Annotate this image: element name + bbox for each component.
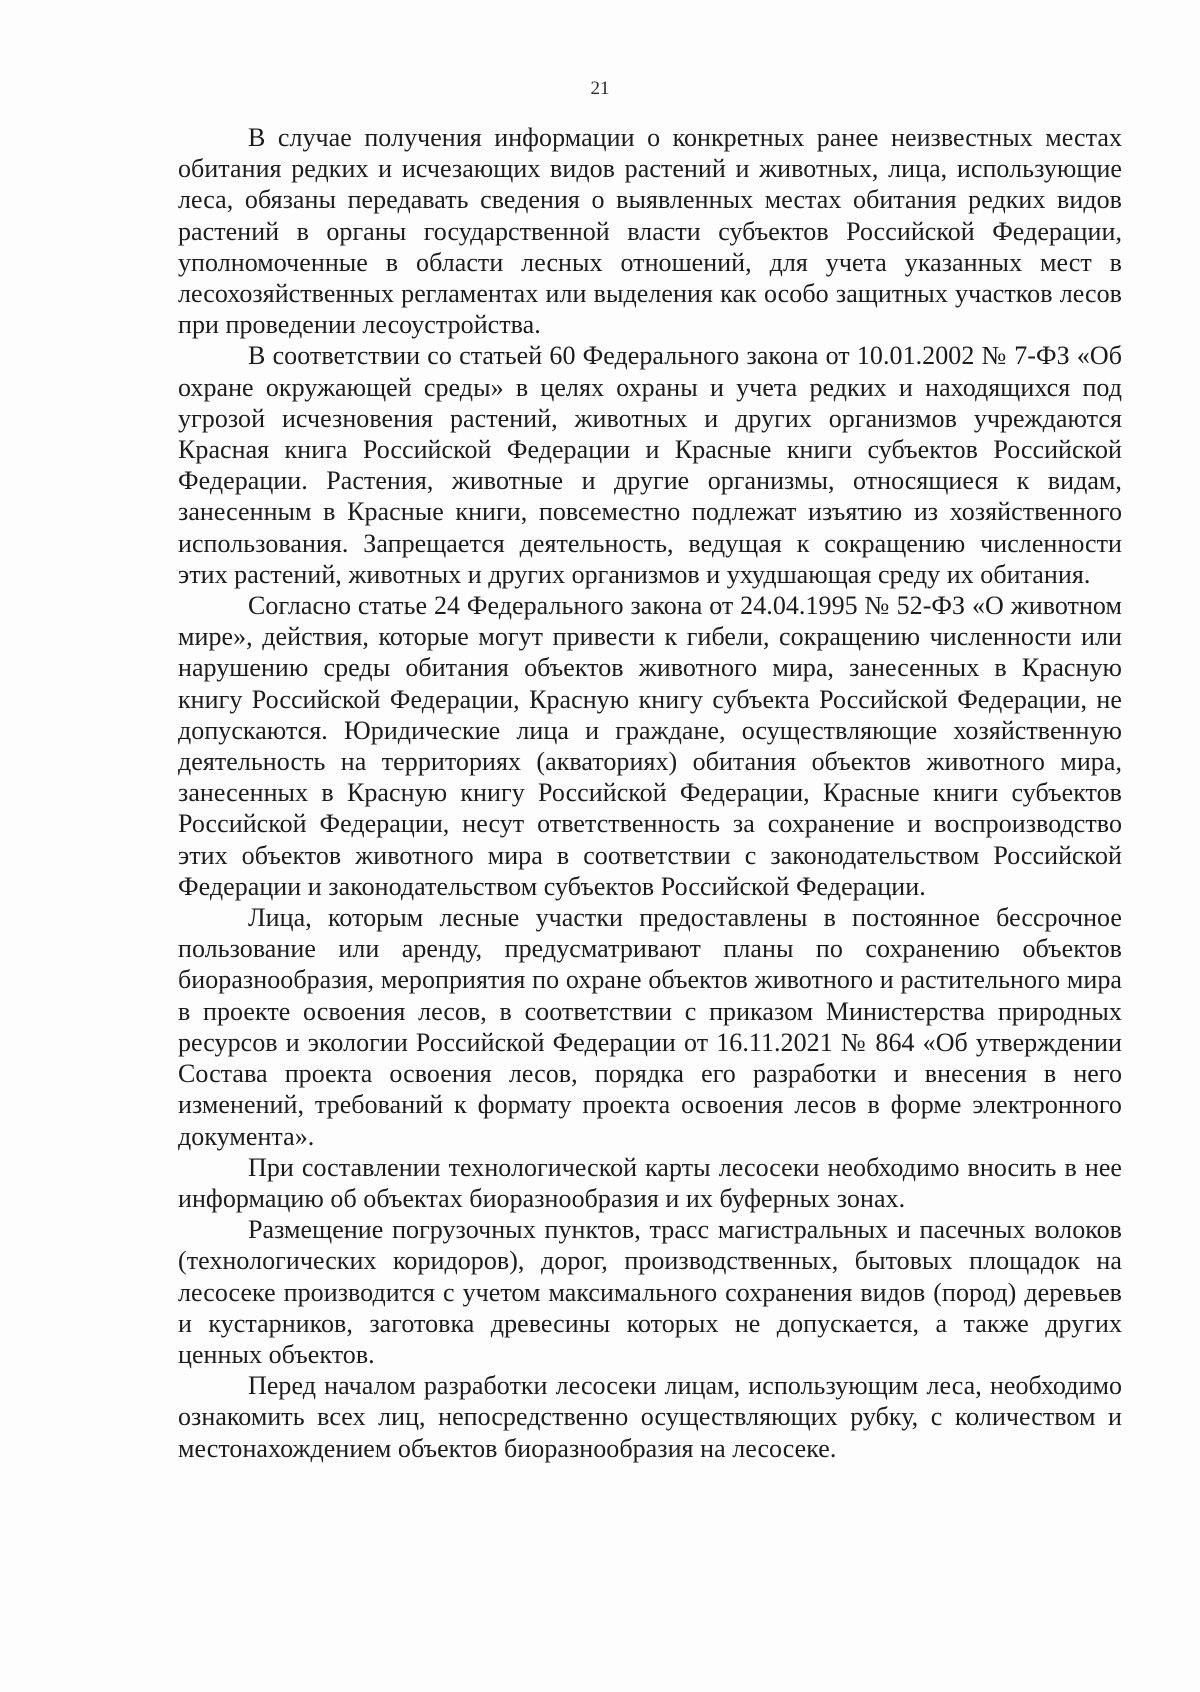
paragraph-rare-species-info: В случае получения информации о конкретных ранее неизвестных местах обитания редких и исчезающих видов растений и животных, лица, использующие леса, обязаны передавать сведения о выявленных местах обитания редких видов растений в органы государственной власти субъектов Российской Федерации, уполномоченные в области лесных отношений, для учета указанных мест в лесохозяйственных регламентах или выделения как особо защитных участков лесов при проведении лесоустройства. (178, 123, 1122, 340)
page-number: 21 (590, 78, 610, 99)
paragraph-tech-map: При составлении технологической карты лесосеки необходимо вносить в нее информацию об объектах биоразнообразия и их буферных зонах. (178, 1152, 1122, 1213)
paragraph-article-24: Согласно статье 24 Федерального закона от 24.04.1995 № 52-ФЗ «О животном мире», действия, которые могут привести к гибели, сокращению численности или нарушению среды обитания объектов животного мира, занесенных в Красную книгу Российской Федерации, Красную книгу субъекта Российской Федерации, не допускаются. Юридические лица и граждане, осуществляющие хозяйственную деятельность на территориях (акваториях) обитания объектов животного мира, занесенных в Красную книгу Российской Федерации, Красные книги субъектов Российской Федерации, несут ответственность за сохранение и воспроизводство этих объектов животного мира в соответствии с законодательством Российской Федерации и законодательством субъектов Российской Федерации. (178, 591, 1122, 901)
paragraph-placement: Размещение погрузочных пунктов, трасс магистральных и пасечных волоков (технологических коридоров), дорог, производственных, бытовых площадок на лесосеке производится с учетом максимального сохранения видов (пород) деревьев и кустарников, заготовка древесины которых не допускается, а также других ценных объектов. (178, 1215, 1122, 1369)
document-body (178, 122, 1122, 1464)
paragraph-article-60: В соответствии со статьей 60 Федерального закона от 10.01.2002 № 7-ФЗ «Об охране окружающей среды» в целях охраны и учета редких и находящихся под угрозой исчезновения растений, животных и других организмов учреждаются Красная книга Российской Федерации и Красные книги субъектов Российской Федерации. Растения, животные и другие организмы, относящиеся к видам, занесенным в Красные книги, повсеместно подлежат изъятию из хозяйственного использования. Запрещается деятельность, ведущая к сокращению численности этих растений, животных и других организмов и ухудшающая среду их обитания. (178, 341, 1122, 589)
paragraph-briefing: Перед началом разработки лесосеки лицам, использующим леса, необходимо ознакомить всех лиц, непосредственно осуществляющих рубку, с количеством и местонахождением объектов биоразнообразия на лесосеке. (178, 1371, 1122, 1463)
paragraph-forest-plan: Лица, которым лесные участки предоставлены в постоянное бессрочное пользование или аренду, предусматривают планы по сохранению объектов биоразнообразия, мероприятия по охране объектов животного и растительного мира в проекте освоения лесов, в соответствии с приказом Министерства природных ресурсов и экологии Российской Федерации от 16.11.2021 № 864 «Об утверждении Состава проекта освоения лесов, порядка его разработки и внесения в него изменений, требований к формату проекта освоения лесов в форме электронного документа». (178, 903, 1122, 1151)
